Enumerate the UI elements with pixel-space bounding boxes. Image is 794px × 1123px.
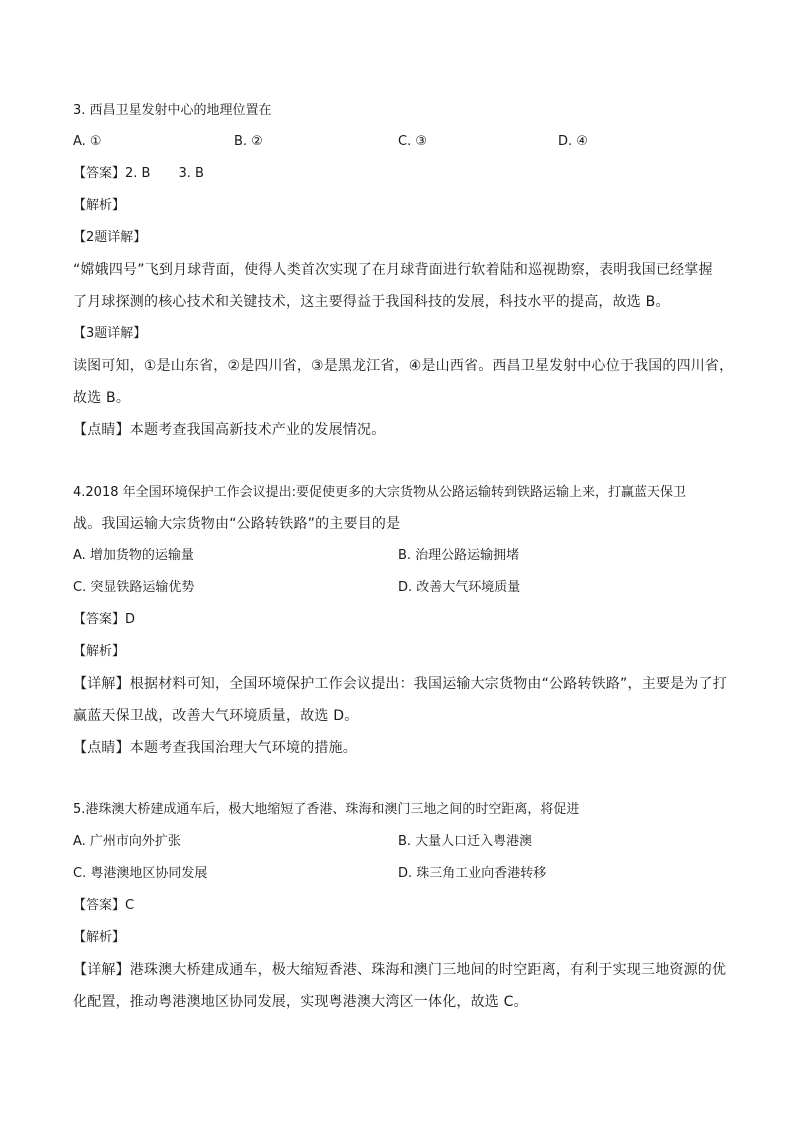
q2-detail-line-1: “嫦娥四号”飞到月球背面，使得人类首次实现了在月球背面进行软着陆和巡视勘察，表明我国已经掌握 — [73, 262, 713, 278]
q3-option-d: D. ④ — [558, 134, 588, 149]
q3-comment: 【点睛】本题考查我国高新技术产业的发展情况。 — [73, 422, 386, 438]
q4-option-d: D. 改善大气环境质量 — [398, 580, 521, 595]
q3-detail-title: 【3题详解】 — [73, 326, 147, 341]
q5-stem: 5.港珠澳大桥建成通车后，极大地缩短了香港、珠海和澳门三地之间的时空距离，将促进 — [73, 802, 580, 817]
q4-option-a: A. 增加货物的运输量 — [73, 548, 194, 563]
q4-analysis-label: 【解析】 — [73, 644, 126, 659]
q5-answer: 【答案】C — [73, 898, 135, 913]
q5-option-d: D. 珠三角工业向香港转移 — [398, 866, 547, 881]
q4-option-c: C. 突显铁路运输优势 — [73, 580, 195, 595]
q5-option-a: A. 广州市向外扩张 — [73, 834, 181, 849]
q2-detail-title: 【2题详解】 — [73, 230, 147, 245]
q4-option-b: B. 治理公路运输拥堵 — [398, 548, 520, 563]
q5-detail-line-2: 化配置，推动粤港澳地区协同发展，实现粤港澳大湾区一体化，故选 C。 — [73, 994, 528, 1010]
q2-detail-line-2: 了月球探测的核心技术和关键技术，这主要得益于我国科技的发展，科技水平的提高，故选 B。 — [73, 294, 670, 310]
q3-answer: 【答案】2. B — [73, 166, 151, 181]
q3-analysis-label: 【解析】 — [73, 198, 126, 213]
q4-stem-line-1: 4.2018 年全国环境保护工作会议提出:要促使更多的大宗货物从公路运输转到铁路运输上来，打赢蓝天保卫 — [73, 485, 687, 500]
q3-detail-line-1: 读图可知，①是山东省，②是四川省，③是黑龙江省，④是山西省。西昌卫星发射中心位于我国的四川省， — [73, 358, 734, 374]
q3-option-c: C. ③ — [398, 134, 427, 149]
q5-detail-line-1: 【详解】港珠澳大桥建成通车，极大缩短香港、珠海和澳门三地间的时空距离，有利于实现三地资源的优 — [73, 962, 727, 978]
q3-option-b: B. ② — [234, 134, 263, 149]
q4-stem-line-2: 战。我国运输大宗货物由“公路转铁路”的主要目的是 — [73, 516, 401, 532]
q3-answer-line — [73, 165, 204, 183]
q4-detail-line-1: 【详解】根据材料可知，全国环境保护工作会议提出：我国运输大宗货物由“公路转铁路”，主要是为了打 — [73, 676, 727, 692]
q3-answer-extra: 3. B — [178, 166, 204, 181]
q4-answer: 【答案】D — [73, 612, 136, 627]
q5-option-c: C. 粤港澳地区协同发展 — [73, 866, 208, 881]
q5-analysis-label: 【解析】 — [73, 930, 126, 945]
q5-option-b: B. 大量人口迁入粤港澳 — [398, 834, 533, 849]
q3-stem: 3. 西昌卫星发射中心的地理位置在 — [73, 103, 272, 118]
q3-detail-line-2: 故选 B。 — [73, 390, 131, 406]
q3-option-a: A. ① — [73, 134, 102, 149]
q4-detail-line-2: 赢蓝天保卫战，改善大气环境质量，故选 D。 — [73, 708, 359, 724]
q4-comment: 【点睛】本题考查我国治理大气环境的措施。 — [73, 740, 357, 756]
